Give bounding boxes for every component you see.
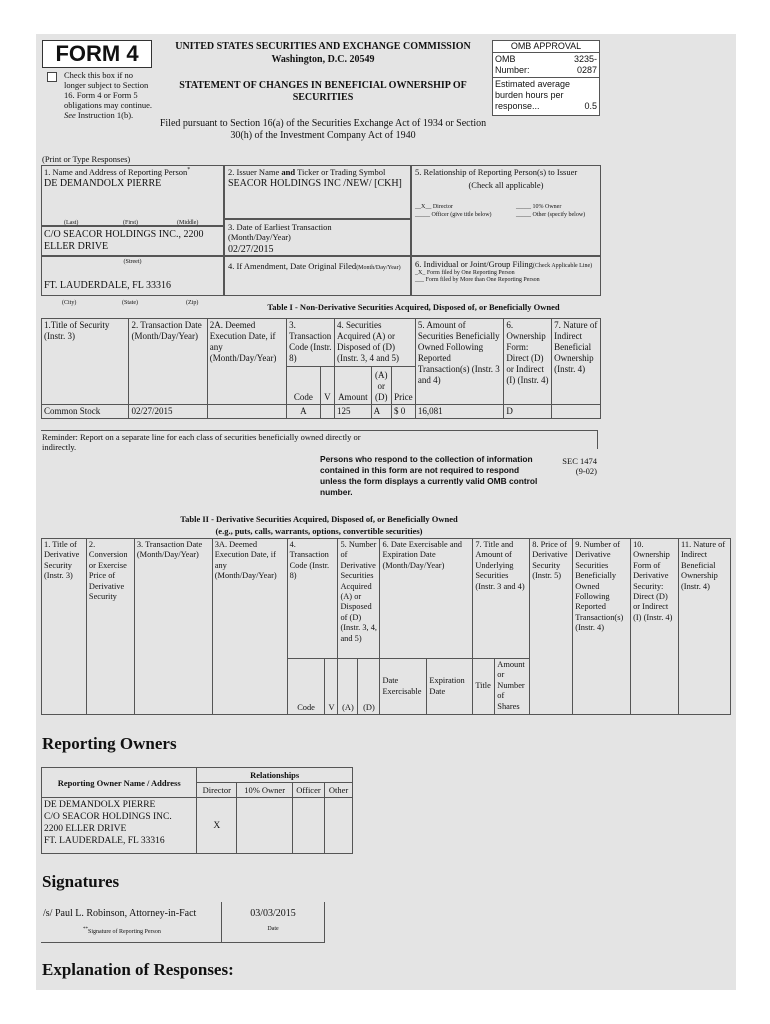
signature-box: [41, 902, 222, 943]
reporting-person-name: DE DEMANDOLX PIERRE: [44, 178, 162, 189]
box1-reporting-person: [41, 165, 224, 226]
t1-h-owned: 5. Amount of Securities Beneficially Owned Following Reported Transaction(s) (Instr. 3 and 4): [415, 319, 503, 405]
t2-sub-a: (A): [338, 659, 358, 715]
issuer-value: SEACOR HOLDINGS INC /NEW/ [CKH]: [228, 178, 402, 189]
box1-street: [41, 226, 224, 256]
relationship-other: _____ Other (specify below): [516, 212, 586, 218]
signature-date: 03/03/2015: [250, 908, 296, 919]
filed-pursuant: Filed pursuant to Section 16(a) of the Securities Exchange Act of 1934 or Section 30(h) of the Investment Company Act of 1940: [159, 118, 487, 141]
signatures-heading: Signatures: [42, 872, 120, 891]
t2-h-nature: 11. Nature of Indirect Beneficial Ownership (Instr. 4): [679, 539, 731, 715]
no-longer-subject-checkbox[interactable]: [47, 72, 57, 82]
officer-header: Officer: [293, 783, 325, 798]
box5-check-all: (Check all applicable): [468, 180, 544, 190]
box4-amendment: [224, 256, 411, 296]
checkbox-see: See: [64, 110, 76, 120]
omb-burden-row: [493, 78, 599, 113]
statement-title: STATEMENT OF CHANGES IN BENEFICIAL OWNERSHIP OF SECURITIES: [179, 80, 467, 103]
checkbox-text-block: [64, 70, 156, 120]
form-title: FORM 4: [55, 41, 139, 66]
omb-number-row: [493, 53, 599, 78]
omb-number-value: 3235-0287: [573, 54, 597, 75]
t2-h-deemed: 3A. Deemed Execution Date, if any (Month/Day/Year): [212, 539, 287, 715]
box5-relationship: [411, 165, 601, 256]
t1-h-title: 1.Title of Security (Instr. 3): [42, 319, 129, 405]
t1-h-code: 3. Transaction Code (Instr. 8): [287, 319, 335, 367]
checkbox-instruction: Instruction 1(b).: [77, 110, 134, 120]
t2-h-date: 3. Transaction Date (Month/Day/Year): [134, 539, 212, 715]
city-label: (City): [62, 300, 77, 306]
t1-row-form: D: [504, 405, 552, 419]
t2-sub-code: Code: [287, 659, 325, 715]
relationships-header: Relationships: [197, 768, 353, 783]
t1-row-owned: 16,081: [415, 405, 503, 419]
t1-h-deemed: 2A. Deemed Execution Date, if any (Month/Day/Year): [207, 319, 286, 405]
box1-label-mark: *: [187, 167, 191, 174]
reporting-owners-heading: Reporting Owners: [42, 734, 177, 753]
t2-sub-d: (D): [358, 659, 380, 715]
explanation-heading: Explanation of Responses:: [42, 960, 234, 979]
t1-sub-price: Price: [391, 367, 415, 405]
t2-h-title: 1. Title of Derivative Security (Instr. 3): [42, 539, 87, 715]
t1-row-deemed: [207, 405, 286, 419]
t1-h-date: 2. Transaction Date (Month/Day/Year): [129, 319, 207, 405]
box6-filing-type: [411, 256, 601, 296]
omb-approval-box: [492, 40, 600, 116]
table2-derivative: [41, 538, 731, 715]
table1-non-derivative: [41, 318, 601, 419]
box6-label-row: [412, 257, 600, 270]
t2-sub-date-ex: Date Exercisable: [380, 659, 427, 715]
t1-row-code: A: [287, 405, 321, 419]
director-header: Director: [197, 783, 237, 798]
t2-h-underlying: 7. Title and Amount of Underlying Securities (Instr. 3 and 4): [473, 539, 530, 659]
box4-label: 4. If Amendment, Date Original Filed: [228, 261, 357, 271]
t1-h-securities: 4. Securities Acquired (A) or Disposed of (D) (Instr. 3, 4 and 5): [335, 319, 416, 367]
box2-label-row: [225, 166, 410, 178]
t1-row-date: 02/27/2015: [129, 405, 207, 419]
t2-sub-amount: Amount or Number of Shares: [495, 659, 530, 715]
print-or-type: (Print or Type Responses): [42, 154, 131, 164]
form-title-box: [42, 40, 152, 68]
reporting-owners-table: [41, 767, 353, 854]
omb-burden-value: 0.5: [584, 101, 597, 111]
last-label: (Last): [64, 220, 79, 226]
box4-label-row: [225, 257, 410, 276]
middle-label: (Middle): [177, 220, 199, 226]
filing-one-person: _X_ Form filed by One Reporting Person: [415, 270, 515, 276]
box6-label-small: (Check Applicable Line): [532, 263, 593, 269]
relationship-director: __X__ Director: [415, 204, 453, 210]
t1-row-price: $ 0: [391, 405, 415, 419]
omb-number-label: OMB Number:: [495, 54, 530, 75]
t2-sub-title: Title: [473, 659, 495, 715]
box3-earliest-transaction: [224, 219, 411, 256]
box2-issuer: [224, 165, 411, 219]
t2-h-code: 4. Transaction Code (Instr. 8): [287, 539, 338, 659]
other-header: Other: [324, 783, 352, 798]
signature-date-box: [221, 902, 325, 943]
reminder-rule: [41, 430, 598, 449]
owner-name-address: DE DEMANDOLX PIERRE C/O SEACOR HOLDINGS INC. 2200 ELLER DRIVE FT. LAUDERDALE, FL 33316: [42, 798, 197, 854]
t1-h-form: 6. Ownership Form: Direct (D) or Indirect (I) (Instr. 4): [504, 319, 552, 405]
street-value: C/O SEACOR HOLDINGS INC., 2200 ELLER DRIVE: [44, 229, 204, 252]
relationship-officer: _____ Officer (give title below): [415, 212, 492, 218]
persons-notice: Persons who respond to the collection of information contained in this form are not required to respond unless the form displays a currently valid OMB control number.: [320, 454, 538, 497]
t1-sub-aord: (A) or (D): [371, 367, 391, 405]
box2-label: 2. Issuer Name: [228, 167, 280, 177]
t1-sub-code: Code: [287, 367, 321, 405]
agency-address: Washington, D.C. 20549: [271, 54, 375, 65]
box2-label-rest: Ticker or Trading Symbol: [297, 167, 386, 177]
t1-sub-amount: Amount: [335, 367, 372, 405]
ten-pct-header: 10% Owner: [237, 783, 293, 798]
city-value: FT. LAUDERDALE, FL 33316: [44, 280, 171, 291]
t1-sub-v: V: [320, 367, 334, 405]
owner-name-header: Reporting Owner Name / Address: [42, 768, 197, 798]
signer-mark: **: [83, 926, 88, 932]
relationship-ten-pct: _____ 10% Owner: [516, 204, 562, 210]
street-label: (Street): [123, 259, 142, 265]
reminder-text: Reminder: Report on a separate line for each class of securities beneficially owned directly or indirectly.: [42, 432, 361, 452]
form-sheet: [36, 34, 736, 990]
owner-director-mark: X: [197, 798, 237, 854]
signer-name: /s/ Paul L. Robinson, Attorney-in-Fact: [43, 908, 197, 919]
box3-label: 3. Date of Earliest Transaction (Month/Day/Year): [228, 222, 332, 242]
t1-h-nature: 7. Nature of Indirect Beneficial Ownership (Instr. 4): [552, 319, 601, 405]
t2-sub-v: V: [325, 659, 338, 715]
t1-row-v: [320, 405, 334, 419]
t1-row-aord: A: [371, 405, 391, 419]
table2-subtitle: (e.g., puts, calls, warrants, options, convertible securities): [215, 526, 423, 536]
sec-code: SEC 1474: [562, 456, 597, 466]
signature-date-label: Date: [267, 925, 279, 932]
box4-label-small: (Month/Day/Year): [356, 265, 401, 271]
t2-h-price: 8. Price of Derivative Security (Instr. 5): [530, 539, 573, 715]
state-label: (State): [122, 300, 138, 306]
omb-title: OMB APPROVAL: [493, 41, 599, 53]
box1-label: 1. Name and Address of Reporting Person: [44, 167, 188, 177]
table1-title: Table I - Non-Derivative Securities Acquired, Disposed of, or Beneficially Owned: [267, 302, 560, 312]
zip-label: (Zip): [186, 300, 199, 306]
table-row: [42, 405, 601, 419]
sec-date: (9-02): [575, 466, 597, 476]
box2-label-and: and: [281, 167, 296, 177]
table-row: [42, 798, 353, 854]
signer-label-row: [41, 920, 221, 936]
earliest-transaction-date: 02/27/2015: [228, 244, 274, 255]
first-label: (First): [123, 220, 138, 226]
agency-name: UNITED STATES SECURITIES AND EXCHANGE COMMISSION: [175, 41, 471, 52]
checkbox-text: Check this box if no longer subject to Section 16. Form 4 or Form 5 obligations may continue.: [64, 70, 153, 110]
box5-label: 5. Relationship of Reporting Person(s) to Issuer: [415, 167, 578, 177]
box6-label: 6. Individual or Joint/Group Filing: [415, 259, 533, 269]
t1-row-title: Common Stock: [42, 405, 129, 419]
t2-sub-exp: Expiration Date: [427, 659, 473, 715]
table2-title: Table II - Derivative Securities Acquired, Disposed of, or Beneficially Owned: [180, 514, 458, 524]
t2-h-conversion: 2. Conversion or Exercise Price of Derivative Security: [86, 539, 134, 715]
omb-burden-label: Estimated average burden hours per response...: [495, 79, 571, 111]
box1-label-row: [42, 166, 223, 178]
signer-label: Signature of Reporting Person: [88, 928, 161, 935]
t1-row-amount: 125: [335, 405, 372, 419]
t2-h-form: 10. Ownership Form of Derivative Security: Direct (D) or Indirect (I) (Instr. 4): [631, 539, 679, 715]
filing-more-person: ___ Form filed by More than One Reporting Person: [415, 277, 540, 283]
box1-city: [41, 256, 224, 296]
t2-h-exercisable: 6. Date Exercisable and Expiration Date (Month/Day/Year): [380, 539, 473, 659]
t2-h-owned: 9. Number of Derivative Securities Beneficially Owned Following Reported Transaction(s) (Instr. 4): [573, 539, 631, 715]
t2-h-number: 5. Number of Derivative Securities Acquired (A) or Disposed of (D) (Instr. 3, 4, and 5): [338, 539, 380, 659]
t1-row-nature: [552, 405, 601, 419]
